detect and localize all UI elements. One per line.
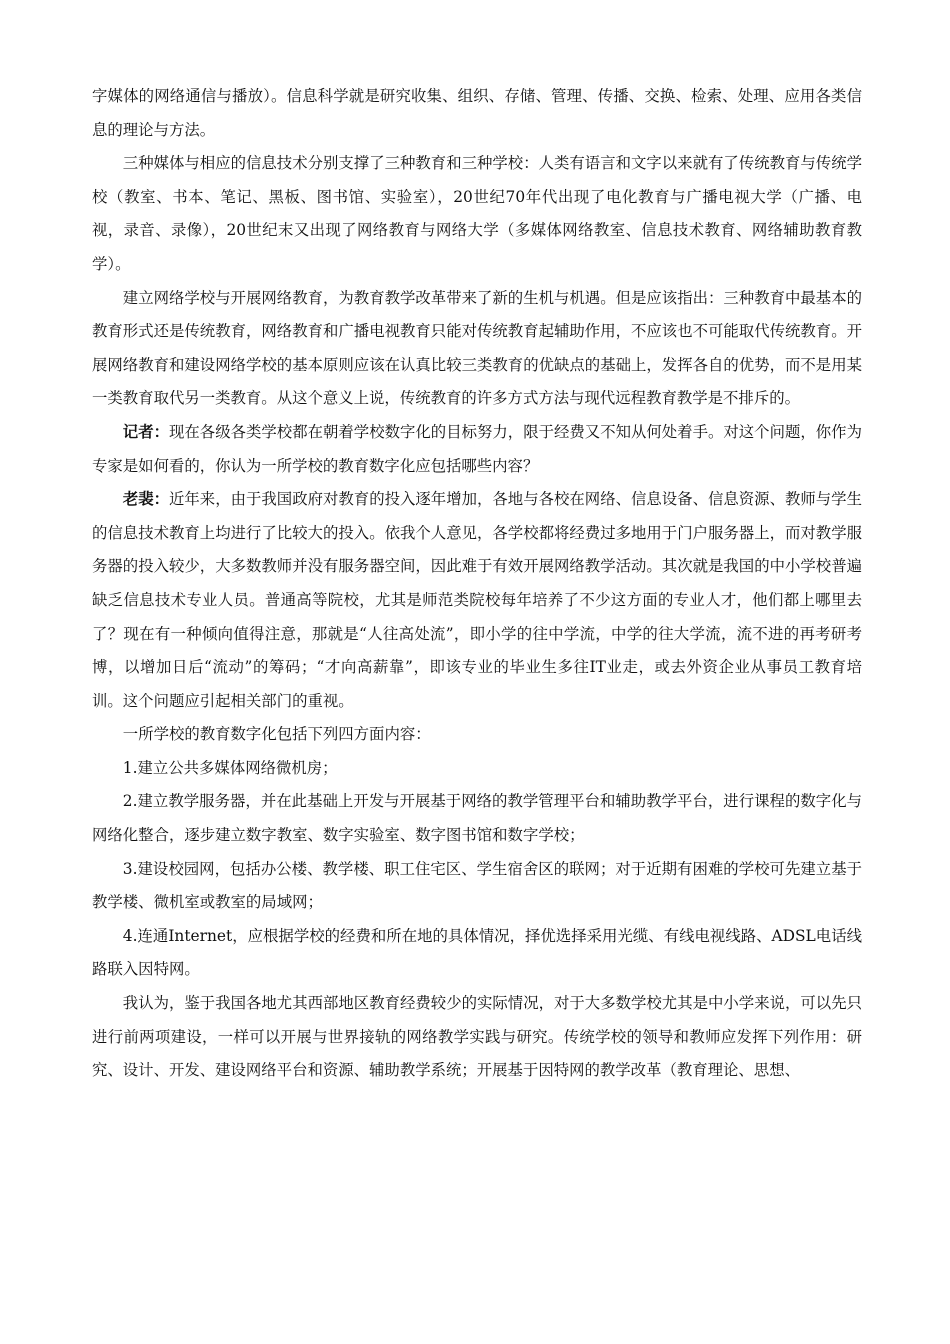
- speaker-label: 老裴：: [122, 490, 169, 509]
- paragraph-6: [92, 718, 862, 752]
- list-item-2: [92, 785, 862, 852]
- list-item-1: [92, 752, 862, 786]
- paragraph-4: [92, 416, 862, 483]
- paragraph-text: 1.建立公共多媒体网络微机房；: [122, 758, 338, 777]
- paragraph-5: [92, 483, 862, 718]
- paragraph-text: 建立网络学校与开展网络教育，为教育教学改革带来了新的生机与机遇。但是应该指出：三种教育中最基本的教育形式还是传统教育，网络教育和广播电视教育只能对传统教育起辅助作用，不应该也不可能取代传统教育。开展网络教育和建设网络学校的基本原则应该在认真比较三类教育的优缺点的基础上，发挥各自的优势，而不是用某一类教育取代另一类教育。从这个意义上说，传统教育的许多方式方法与现代远程教育教学是不排斥的。: [92, 288, 862, 408]
- paragraph-3: [92, 282, 862, 416]
- paragraph-text: 3.建设校园网，包括办公楼、教学楼、职工住宅区、学生宿舍区的联网；对于近期有困难的学校可先建立基于教学楼、微机室或教室的局域网；: [92, 859, 862, 912]
- paragraph-text: 2.建立教学服务器，并在此基础上开发与开展基于网络的教学管理平台和辅助教学平台，进行课程的数字化与网络化整合，逐步建立数字教室、数字实验室、数字图书馆和数字学校；: [92, 792, 862, 845]
- paragraph-1: [92, 80, 862, 147]
- paragraph-text: 三种媒体与相应的信息技术分别支撑了三种教育和三种学校：人类有语言和文字以来就有了传统教育与传统学校（教室、书本、笔记、黑板、图书馆、实验室），20世纪70年代出现了电化教育与广播电视大学（广播、电视，录音、录像），20世纪末又出现了网络教育与网络大学（多媒体网络教室、信息技术教育、网络辅助教育教学）。: [92, 154, 862, 273]
- paragraph-2: [92, 147, 862, 281]
- document-body: [92, 80, 862, 1088]
- paragraph-text: 现在各级各类学校都在朝着学校数字化的目标努力，限于经费又不知从何处着手。对这个问题，你作为专家是如何看的，你认为一所学校的教育数字化应包括哪些内容？: [92, 422, 862, 475]
- paragraph-text: 一所学校的教育数字化包括下列四方面内容：: [122, 725, 431, 744]
- list-item-4: [92, 920, 862, 987]
- paragraph-text: 字媒体的网络通信与播放）。信息科学就是研究收集、组织、存储、管理、传播、交换、检索、处理、应用各类信息的理论与方法。: [92, 87, 862, 139]
- paragraph-text: 近年来，由于我国政府对教育的投入逐年增加，各地与各校在网络、信息设备、信息资源、教师与学生的信息技术教育上均进行了比较大的投入。依我个人意见，各学校都将经费过多地用于门户服务器上，而对教学服务器的投入较少，大多数教师并没有服务器空间，因此难于有效开展网络教学活动。其次就是我国的中小学校普遍缺乏信息技术专业人员。普通高等院校，尤其是师范类院校每年培养了不少这方面的专业人才，他们都上哪里去了？现在有一种倾向值得注意，那就是“人往高处流”，即小学的往中学流，中学的往大学流，流不进的再考研考博，以增加日后“流动”的筹码；“才向高薪靠”，即该专业的毕业生多往IT业走，或去外资企业从事员工教育培训。这个问题应引起相关部门的重视。: [92, 490, 862, 710]
- paragraph-7: [92, 987, 862, 1088]
- paragraph-text: 我认为，鉴于我国各地尤其西部地区教育经费较少的实际情况，对于大多数学校尤其是中小学来说，可以先只进行前两项建设，一样可以开展与世界接轨的网络教学实践与研究。传统学校的领导和教师应发挥下列作用：研究、设计、开发、建设网络平台和资源、辅助教学系统；开展基于因特网的教学改革（教育理论、思想、: [92, 994, 862, 1080]
- paragraph-text: 4.连通Internet，应根据学校的经费和所在地的具体情况，择优选择采用光缆、有线电视线路、ADSL电话线路联入因特网。: [92, 926, 862, 979]
- speaker-label: 记者：: [122, 422, 169, 441]
- list-item-3: [92, 853, 862, 920]
